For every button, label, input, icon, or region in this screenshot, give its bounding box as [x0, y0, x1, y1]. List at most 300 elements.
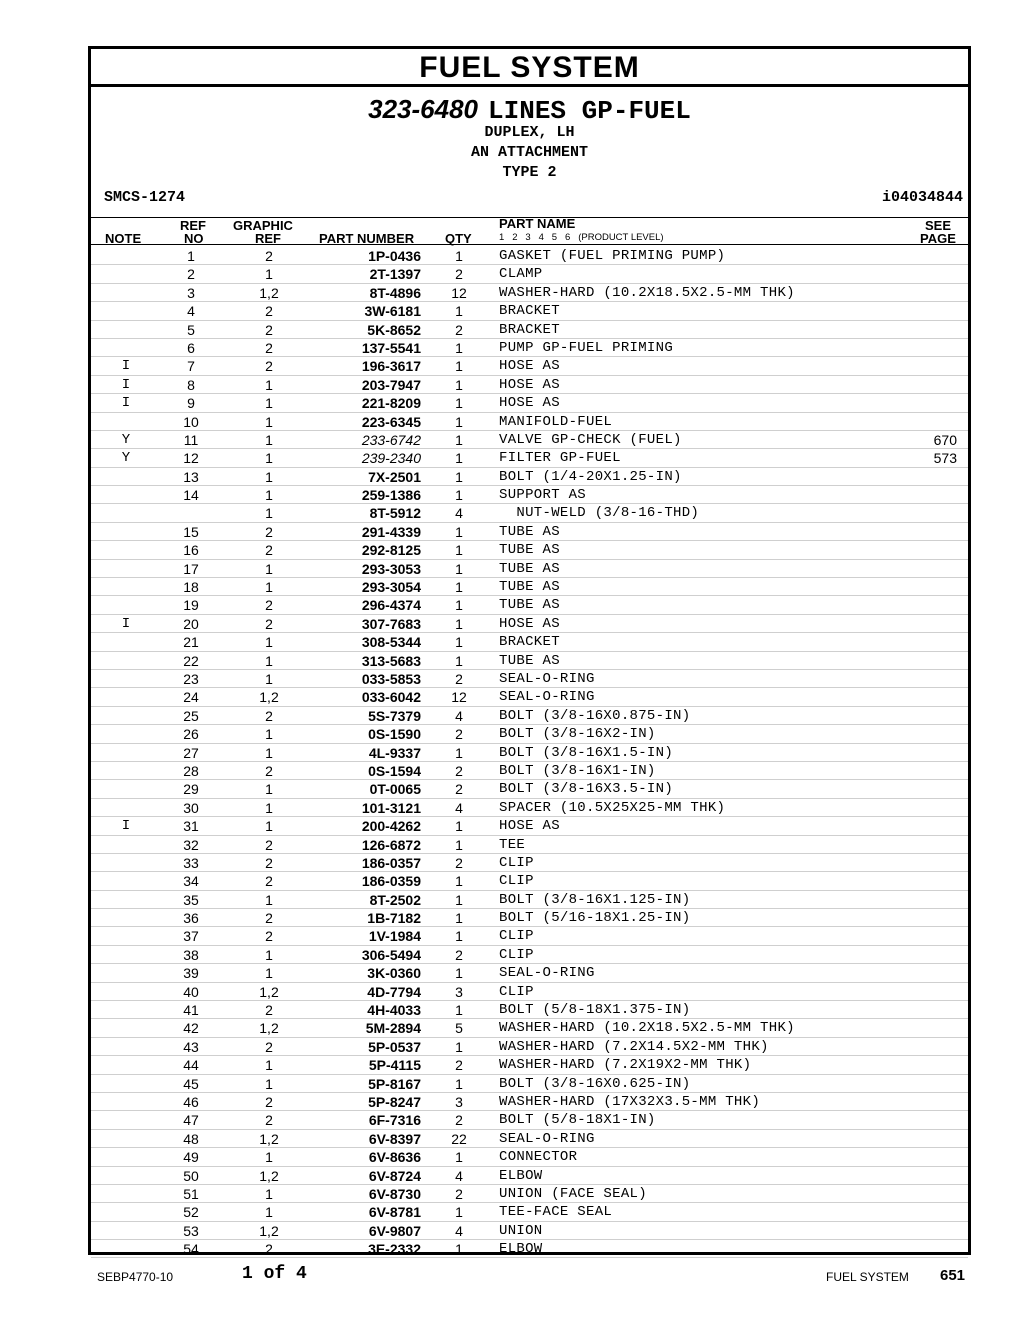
qty-cell: 2 [455, 946, 463, 963]
part-number-cell[interactable]: 8T-5912 [369, 505, 421, 522]
table-row[interactable] [91, 927, 968, 945]
part-name-cell: SPACER (10.5X25X25-MM THK) [499, 799, 726, 816]
part-name-cell: BOLT (3/8-16X2-IN) [499, 726, 656, 743]
ref-no-cell: 17 [183, 560, 199, 577]
table-row[interactable] [91, 1111, 968, 1129]
part-number-cell[interactable]: 6V-8397 [368, 1130, 421, 1147]
qty-cell: 1 [455, 560, 463, 577]
table-row[interactable] [91, 1148, 968, 1166]
table-header [91, 217, 968, 245]
ref-no-cell: 51 [183, 1185, 199, 1202]
qty-cell: 2 [455, 321, 463, 338]
table-row[interactable] [91, 891, 968, 909]
qty-cell: 1 [455, 542, 463, 559]
graphic-ref-cell: 2 [265, 873, 273, 890]
qty-cell: 3 [455, 1093, 463, 1110]
graphic-ref-cell: 1,2 [259, 1167, 279, 1184]
part-number-cell[interactable]: 3K-0360 [367, 965, 421, 982]
part-number-cell[interactable]: 3E-2332 [368, 1241, 421, 1258]
doc-number: SEBP4770-10 [97, 1270, 174, 1284]
part-name-cell: ELBOW [499, 1241, 543, 1258]
graphic-ref-cell: 2 [265, 597, 273, 614]
part-name-cell: HOSE AS [499, 615, 560, 632]
graphic-ref-cell: 1,2 [259, 689, 279, 706]
graphic-ref-cell: 1 [265, 634, 273, 651]
part-name-cell: TEE [499, 836, 526, 853]
part-name-cell: BOLT (3/8-16X1.5-IN) [499, 744, 674, 761]
ref-no-cell: 28 [183, 762, 199, 779]
table-row[interactable] [91, 652, 968, 670]
qty-cell: 2 [455, 762, 463, 779]
part-name-cell: FILTER GP-FUEL [499, 450, 621, 467]
part-number-cell[interactable]: 4L-9337 [368, 744, 421, 761]
smcs-code: SMCS-1274 [104, 189, 186, 206]
group-part-number[interactable]: 323-6480 [368, 94, 479, 124]
ref-no-cell: 30 [183, 799, 199, 816]
graphic-ref-cell: 2 [265, 542, 273, 559]
table-row[interactable] [91, 633, 968, 651]
qty-cell: 12 [451, 284, 467, 301]
table-row[interactable] [91, 431, 968, 449]
qty-cell: 1 [455, 873, 463, 890]
qty-cell: 1 [455, 652, 463, 669]
part-number-cell[interactable]: 5K-8652 [367, 321, 421, 338]
ref-no-cell: 16 [183, 542, 199, 559]
ref-no-cell: 38 [183, 946, 199, 963]
part-number-cell[interactable]: 186-0357 [361, 854, 421, 871]
part-number-cell[interactable]: 292-8125 [361, 542, 421, 559]
qty-cell: 2 [455, 726, 463, 743]
graphic-ref-cell: 2 [265, 1112, 273, 1129]
graphic-ref-cell: 2 [265, 1241, 273, 1258]
part-number-cell[interactable]: 7X-2501 [368, 468, 421, 485]
part-name-cell: BOLT (5/16-18X1.25-IN) [499, 910, 691, 927]
graphic-ref-cell: 2 [265, 1093, 273, 1110]
table-row[interactable] [91, 1001, 968, 1019]
table-row[interactable] [91, 413, 968, 431]
table-row[interactable] [91, 670, 968, 688]
qty-cell: 1 [455, 358, 463, 375]
note-cell: I [121, 395, 131, 412]
part-number-cell[interactable]: 196-3617 [361, 358, 421, 375]
part-number-cell[interactable]: 5M-2894 [365, 1020, 421, 1037]
table-row[interactable] [91, 725, 968, 743]
graphic-ref-cell: 2 [265, 321, 273, 338]
part-number-cell[interactable]: 223-6345 [361, 413, 421, 430]
table-row[interactable] [91, 321, 968, 339]
table-row[interactable] [91, 817, 968, 835]
part-number-cell[interactable]: 6V-9807 [368, 1222, 421, 1239]
part-name-cell: PUMP GP-FUEL PRIMING [499, 339, 674, 356]
part-name-cell: TEE-FACE SEAL [499, 1204, 613, 1221]
part-name-cell: BOLT (1/4-20X1.25-IN) [499, 468, 682, 485]
table-row[interactable] [91, 1093, 968, 1111]
qty-cell: 1 [455, 1149, 463, 1166]
illustration-id: i04034844 [881, 189, 963, 206]
table-row[interactable] [91, 376, 968, 394]
col-qty: QTY [445, 231, 472, 246]
table-row[interactable] [91, 596, 968, 614]
ref-no-cell: 35 [183, 891, 199, 908]
part-name-cell: WASHER-HARD (7.2X14.5X2-MM THK) [499, 1038, 769, 1055]
qty-cell: 1 [455, 339, 463, 356]
qty-cell: 3 [455, 983, 463, 1000]
part-number-cell[interactable]: 5P-4115 [368, 1057, 421, 1074]
qty-cell: 1 [455, 431, 463, 448]
part-number-cell[interactable]: 5P-8247 [368, 1093, 421, 1110]
ref-no-cell: 53 [183, 1222, 199, 1239]
part-number-cell[interactable]: 126-6872 [361, 836, 421, 853]
part-number-cell[interactable]: 2T-1397 [369, 266, 421, 283]
table-row[interactable] [91, 1203, 968, 1221]
qty-cell: 1 [455, 910, 463, 927]
part-number-cell[interactable]: 296-4374 [361, 597, 421, 614]
table-row[interactable] [91, 1019, 968, 1037]
graphic-ref-cell: 2 [265, 615, 273, 632]
part-name-cell: BOLT (3/8-16X0.875-IN) [499, 707, 691, 724]
ref-no-cell: 14 [183, 487, 199, 504]
ref-no-cell: 37 [183, 928, 199, 945]
part-number-cell[interactable]: 8T-2502 [369, 891, 421, 908]
graphic-ref-cell: 1 [265, 395, 273, 412]
table-row[interactable] [91, 486, 968, 504]
graphic-ref-cell: 1 [265, 781, 273, 798]
part-name-cell: SEAL-O-RING [499, 670, 595, 687]
table-row[interactable] [91, 1240, 968, 1258]
part-name-cell: UNION (FACE SEAL) [499, 1185, 647, 1202]
ref-no-cell: 23 [183, 670, 199, 687]
part-number-cell[interactable]: 5P-0537 [368, 1038, 421, 1055]
part-number-cell[interactable]: 4D-7794 [367, 983, 421, 1000]
qty-cell: 1 [455, 1204, 463, 1221]
part-number-cell[interactable]: 291-4339 [361, 523, 421, 540]
qty-cell: 1 [455, 468, 463, 485]
table-row[interactable] [91, 1130, 968, 1148]
table-row[interactable] [91, 1167, 968, 1185]
graphic-ref-cell: 2 [265, 1002, 273, 1019]
page-of: 1 of 4 [242, 1264, 307, 1284]
ref-no-cell: 52 [183, 1204, 199, 1221]
table-row[interactable] [91, 339, 968, 357]
qty-cell: 1 [455, 836, 463, 853]
graphic-ref-cell: 1 [265, 468, 273, 485]
col-ref-bottom: NO [184, 231, 204, 246]
table-row[interactable] [91, 504, 968, 522]
table-row[interactable] [91, 983, 968, 1001]
part-number-cell[interactable]: 6V-8636 [368, 1149, 421, 1166]
qty-cell: 1 [455, 450, 463, 467]
qty-cell: 1 [455, 1241, 463, 1258]
part-number-cell[interactable]: 137-5541 [361, 339, 421, 356]
col-graphic-bottom: REF [255, 231, 281, 246]
ref-no-cell: 43 [183, 1038, 199, 1055]
table-row[interactable] [91, 265, 968, 283]
part-number-cell[interactable]: 1P-0436 [368, 248, 421, 264]
part-number-cell[interactable]: 0T-0065 [369, 781, 421, 798]
table-row[interactable] [91, 284, 968, 302]
graphic-ref-cell: 1 [265, 946, 273, 963]
ref-no-cell: 7 [187, 358, 195, 375]
ref-no-cell: 18 [183, 579, 199, 596]
part-name-cell: BOLT (3/8-16X3.5-IN) [499, 781, 674, 798]
table-row[interactable] [91, 302, 968, 320]
subtitle-1: DUPLEX, LH [484, 124, 575, 141]
table-row[interactable] [91, 946, 968, 964]
part-name-cell: GASKET (FUEL PRIMING PUMP) [499, 248, 726, 264]
graphic-ref-cell: 1 [265, 376, 273, 393]
table-row[interactable] [91, 541, 968, 559]
qty-cell: 2 [455, 266, 463, 283]
note-cell: I [121, 358, 131, 375]
qty-cell: 1 [455, 891, 463, 908]
part-number-cell[interactable]: 221-8209 [361, 395, 421, 412]
note-cell: I [121, 818, 131, 835]
part-number-cell[interactable]: 5S-7379 [368, 707, 421, 724]
part-number-cell[interactable]: 259-1386 [361, 487, 421, 504]
table-row[interactable] [91, 357, 968, 375]
qty-cell: 2 [455, 781, 463, 798]
ref-no-cell: 9 [187, 395, 195, 412]
table-row[interactable] [91, 1185, 968, 1203]
ref-no-cell: 24 [183, 689, 199, 706]
table-row[interactable] [91, 468, 968, 486]
table-row[interactable] [91, 247, 968, 265]
table-row[interactable] [91, 449, 968, 467]
graphic-ref-cell: 1,2 [259, 1130, 279, 1147]
see-page-cell[interactable]: 670 [933, 431, 957, 448]
ref-no-cell: 31 [183, 818, 199, 835]
ref-no-cell: 12 [183, 450, 199, 467]
ref-no-cell: 49 [183, 1149, 199, 1166]
graphic-ref-cell: 1 [265, 799, 273, 816]
part-number-cell[interactable]: 1B-7182 [367, 910, 421, 927]
col-graphic-top: GRAPHIC [233, 218, 293, 233]
ref-no-cell: 29 [183, 781, 199, 798]
graphic-ref-cell: 1 [265, 266, 273, 283]
table-row[interactable] [91, 909, 968, 927]
ref-no-cell: 47 [183, 1112, 199, 1129]
part-name-cell: CLIP [499, 983, 534, 1000]
part-number-cell[interactable]: 6F-7316 [368, 1112, 421, 1129]
section-title: FUEL SYSTEM [91, 49, 968, 87]
graphic-ref-cell: 2 [265, 1038, 273, 1055]
part-number-cell[interactable]: 3W-6181 [364, 303, 421, 320]
part-number-cell[interactable]: 313-5683 [361, 652, 421, 669]
qty-cell: 1 [455, 615, 463, 632]
table-row[interactable] [91, 688, 968, 706]
part-number-cell[interactable]: 293-3053 [361, 560, 421, 577]
graphic-ref-cell: 2 [265, 836, 273, 853]
ref-no-cell: 39 [183, 965, 199, 982]
part-name-cell: CLIP [499, 854, 534, 871]
part-number-cell[interactable]: 0S-1594 [368, 762, 421, 779]
part-name-cell: WASHER-HARD (10.2X18.5X2.5-MM THK) [499, 284, 795, 301]
graphic-ref-cell: 2 [265, 854, 273, 871]
ref-no-cell: 26 [183, 726, 199, 743]
part-number-cell[interactable]: 4H-4033 [367, 1002, 421, 1019]
part-name-cell: CONNECTOR [499, 1149, 578, 1166]
graphic-ref-cell: 2 [265, 762, 273, 779]
part-number-cell[interactable]: 233-6742 [361, 431, 421, 448]
ref-no-cell: 2 [187, 266, 195, 283]
qty-cell: 2 [455, 1057, 463, 1074]
graphic-ref-cell: 1 [265, 505, 273, 522]
col-see-bottom: PAGE [920, 231, 956, 246]
col-note: NOTE [105, 231, 142, 246]
table-row[interactable] [91, 707, 968, 725]
part-name-cell: CLIP [499, 946, 534, 963]
table-row[interactable] [91, 780, 968, 798]
part-name-cell: ELBOW [499, 1167, 543, 1184]
graphic-ref-cell: 2 [265, 910, 273, 927]
part-name-cell: CLIP [499, 928, 534, 945]
table-row[interactable] [91, 615, 968, 633]
table-row[interactable] [91, 1056, 968, 1074]
graphic-ref-cell: 1 [265, 560, 273, 577]
part-number-cell[interactable]: 239-2340 [361, 450, 421, 467]
part-number-cell[interactable]: 186-0359 [361, 873, 421, 890]
table-row[interactable] [91, 799, 968, 817]
qty-cell: 4 [455, 799, 463, 816]
col-see-top: SEE [925, 218, 952, 233]
qty-cell: 5 [455, 1020, 463, 1037]
part-name-cell: VALVE GP-CHECK (FUEL) [499, 431, 682, 448]
part-name-cell: BRACKET [499, 321, 560, 338]
part-number-cell[interactable]: 0S-1590 [368, 726, 421, 743]
part-number-cell[interactable]: 101-3121 [361, 799, 421, 816]
table-row[interactable] [91, 872, 968, 890]
table-row[interactable] [91, 560, 968, 578]
graphic-ref-cell: 1,2 [259, 1020, 279, 1037]
qty-cell: 4 [455, 1222, 463, 1239]
qty-cell: 1 [455, 1002, 463, 1019]
part-name-cell: BRACKET [499, 634, 560, 651]
table-row[interactable] [91, 964, 968, 982]
qty-cell: 1 [455, 744, 463, 761]
qty-cell: 1 [455, 597, 463, 614]
table-row[interactable] [91, 394, 968, 412]
graphic-ref-cell: 1 [265, 413, 273, 430]
part-name-cell: HOSE AS [499, 395, 560, 412]
page-footer [0, 1262, 1020, 1292]
graphic-ref-cell: 1,2 [259, 983, 279, 1000]
graphic-ref-cell: 2 [265, 339, 273, 356]
ref-no-cell: 42 [183, 1020, 199, 1037]
part-number-cell[interactable]: 8T-4896 [369, 284, 421, 301]
part-number-cell[interactable]: 200-4262 [361, 818, 421, 835]
ref-no-cell: 46 [183, 1093, 199, 1110]
part-name-cell: HOSE AS [499, 376, 560, 393]
graphic-ref-cell: 1 [265, 1075, 273, 1092]
note-cell: Y [121, 431, 131, 448]
ref-no-cell: 13 [183, 468, 199, 485]
graphic-ref-cell: 1 [265, 652, 273, 669]
qty-cell: 12 [451, 689, 467, 706]
part-name-cell: HOSE AS [499, 818, 560, 835]
part-name-cell: WASHER-HARD (7.2X19X2-MM THK) [499, 1057, 752, 1074]
part-number-cell[interactable]: 1V-1984 [368, 928, 421, 945]
graphic-ref-cell: 1 [265, 818, 273, 835]
ref-no-cell: 4 [187, 303, 195, 320]
part-number-cell[interactable]: 293-3054 [361, 579, 421, 596]
part-number-cell[interactable]: 6V-8730 [368, 1185, 421, 1202]
part-name-cell: TUBE AS [499, 579, 560, 596]
part-number-cell[interactable]: 203-7947 [361, 376, 421, 393]
qty-cell: 2 [455, 1185, 463, 1202]
note-cell: Y [121, 450, 131, 467]
part-number-cell[interactable]: 6V-8781 [368, 1204, 421, 1221]
graphic-ref-cell: 2 [265, 707, 273, 724]
qty-cell: 1 [455, 376, 463, 393]
graphic-ref-cell: 2 [265, 523, 273, 540]
ref-no-cell: 11 [183, 431, 199, 448]
table-row[interactable] [91, 1075, 968, 1093]
ref-no-cell: 27 [183, 744, 199, 761]
part-name-cell: TUBE AS [499, 652, 560, 669]
ref-no-cell: 15 [183, 523, 199, 540]
part-name-cell: SEAL-O-RING [499, 1130, 595, 1147]
part-number-cell[interactable]: 6V-8724 [368, 1167, 421, 1184]
part-name-cell: BOLT (3/8-16X1.125-IN) [499, 891, 691, 908]
part-name-cell: SEAL-O-RING [499, 965, 595, 982]
subtitle-3: TYPE 2 [502, 164, 557, 181]
parts-table-body [91, 247, 968, 1258]
col-product-level: 1 2 3 4 5 6 (PRODUCT LEVEL) [499, 232, 664, 243]
part-name-cell: WASHER-HARD (17X32X3.5-MM THK) [499, 1093, 761, 1110]
part-number-cell[interactable]: 5P-8167 [368, 1075, 421, 1092]
table-row[interactable] [91, 1038, 968, 1056]
table-row[interactable] [91, 836, 968, 854]
qty-cell: 1 [455, 303, 463, 320]
part-name-cell: BOLT (3/8-16X0.625-IN) [499, 1075, 691, 1092]
part-name-cell: TUBE AS [499, 523, 560, 540]
table-row[interactable] [91, 744, 968, 762]
ref-no-cell: 22 [183, 652, 199, 669]
ref-no-cell: 5 [187, 321, 195, 338]
part-number-cell[interactable]: 307-7683 [361, 615, 421, 632]
ref-no-cell: 40 [183, 983, 199, 1000]
ref-no-cell: 25 [183, 707, 199, 724]
qty-cell: 22 [451, 1130, 467, 1147]
table-row[interactable] [91, 854, 968, 872]
see-page-cell[interactable]: 573 [933, 450, 957, 467]
graphic-ref-cell: 1 [265, 1149, 273, 1166]
part-number-cell[interactable]: 033-5853 [361, 670, 421, 687]
part-name-cell: HOSE AS [499, 358, 560, 375]
qty-cell: 2 [455, 670, 463, 687]
part-number-cell[interactable]: 306-5494 [361, 946, 421, 963]
col-part-number: PART NUMBER [319, 231, 415, 246]
graphic-ref-cell: 1 [265, 450, 273, 467]
part-number-cell[interactable]: 308-5344 [361, 634, 421, 651]
note-cell: I [121, 376, 131, 393]
graphic-ref-cell: 1 [265, 744, 273, 761]
part-number-cell[interactable]: 033-6042 [361, 689, 421, 706]
col-part-name: PART NAME [499, 216, 576, 231]
table-row[interactable] [91, 523, 968, 541]
qty-cell: 1 [455, 1075, 463, 1092]
qty-cell: 1 [455, 928, 463, 945]
ref-no-cell: 19 [183, 597, 199, 614]
graphic-ref-cell: 1 [265, 1185, 273, 1202]
ref-no-cell: 8 [187, 376, 195, 393]
table-row[interactable] [91, 1222, 968, 1240]
table-row[interactable] [91, 578, 968, 596]
ref-no-cell: 1 [187, 248, 195, 264]
qty-cell: 4 [455, 707, 463, 724]
ref-no-cell: 21 [183, 634, 199, 651]
table-row[interactable] [91, 762, 968, 780]
